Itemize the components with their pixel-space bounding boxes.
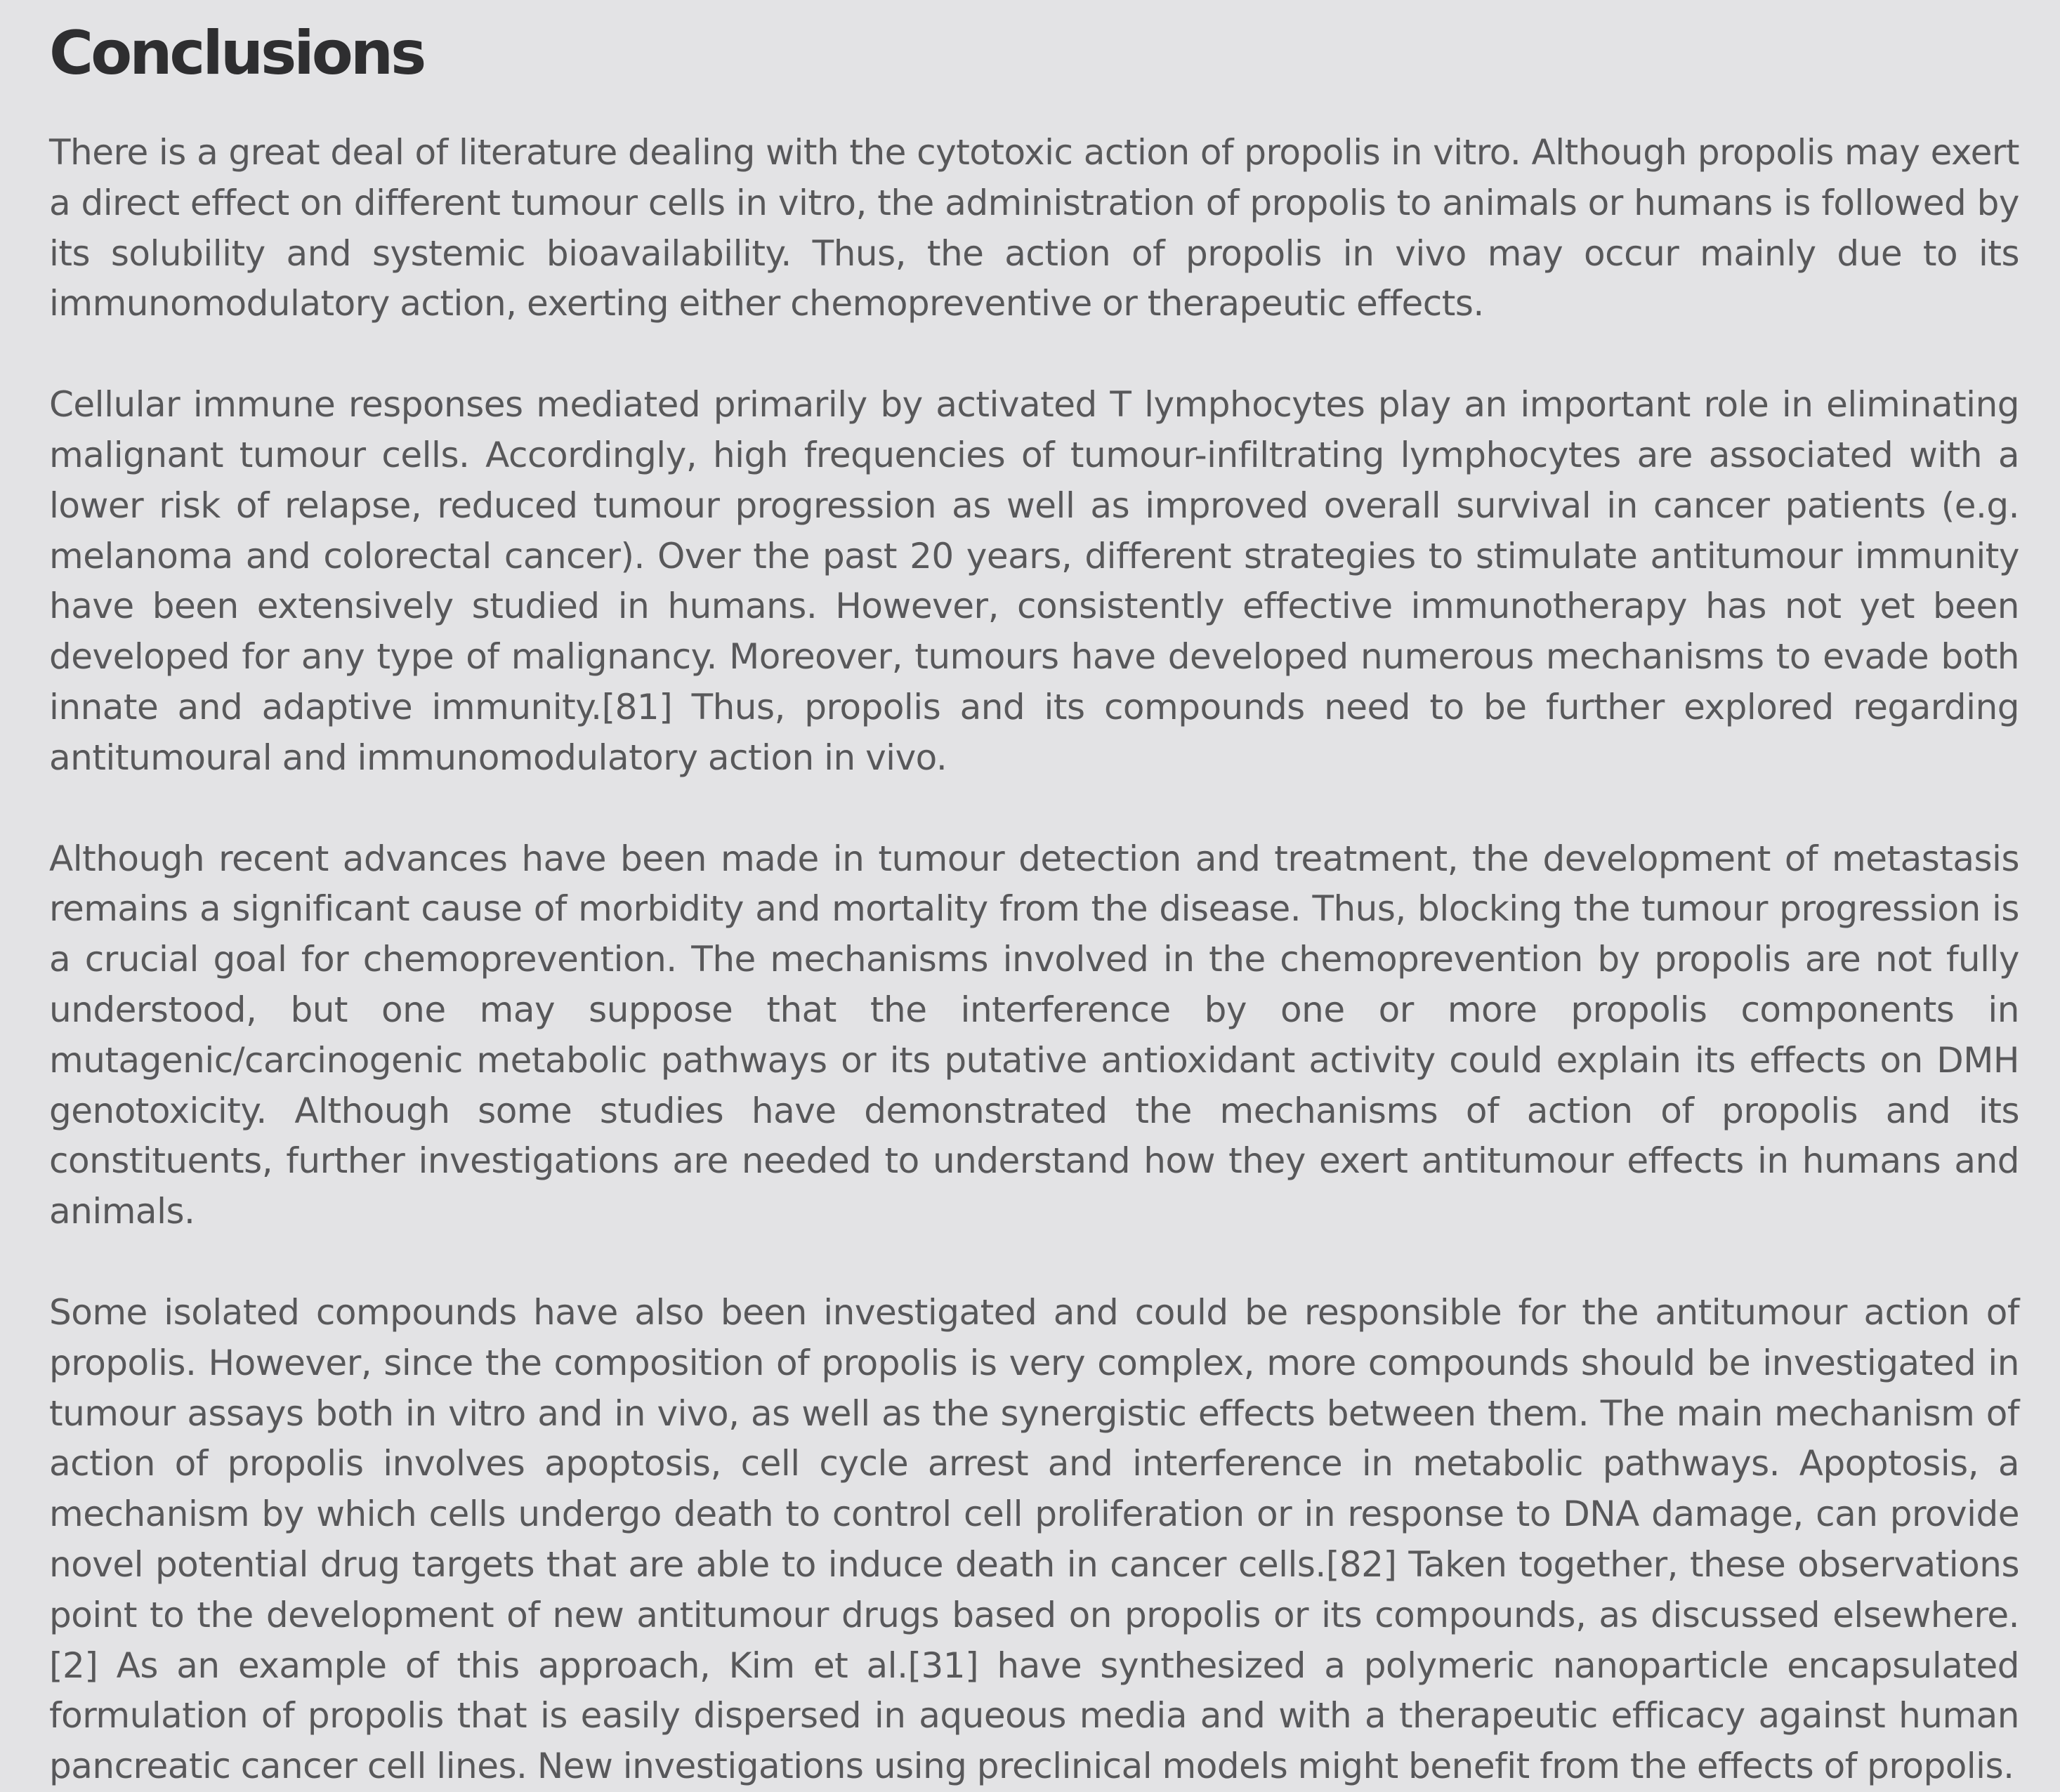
paragraph-2: Cellular immune responses mediated primarily by activated T lymphocytes play an important role in eliminating malignant tumour cells. Accordingly, high frequencies of tumour-infiltrating lymphocytes are associated with a lower risk of relapse, reduced tumour progression as well as improved overall survival in cancer patients (e.g. melanoma and colorectal cancer). Over the past 20 years, different strategies to stimulate antitumour immunity have been extensively studied in humans. However, consistently effective immunotherapy has not yet been developed for any type of malignancy. Moreover, tumours have developed numerous mechanisms to evade both innate and adaptive immunity.[81] Thus, propolis and its compounds need to be further explored regarding antitumoural and immunomodulatory action in vivo. bbox=[49, 384, 2019, 778]
paragraph-1: There is a great deal of literature dealing with the cytotoxic action of propolis in vitro. Although propolis may exert a direct effect on different tumour cells in vitro, the administration of propolis to animals or humans is followed by its solubility and systemic bioavailability. Thus, the action of propolis in vivo may occur mainly due to its immunomodulatory action, exerting either chemopreventive or therapeutic effects. bbox=[49, 132, 2019, 324]
document-page bbox=[49, 17, 2019, 1787]
section-heading: Conclusions bbox=[49, 18, 424, 88]
paragraph-3: Although recent advances have been made in tumour detection and treatment, the development of metastasis remains a significant cause of morbidity and mortality from the disease. Thus, blocking the tumour progression is a crucial goal for chemoprevention. The mechanisms involved in the chemoprevention by propolis are not fully understood, but one may suppose that the interference by one or more propolis components in mutagenic/carcinogenic metabolic pathways or its putative antioxidant activity could explain its effects on DMH genotoxicity. Although some studies have demonstrated the mechanisms of action of propolis and its constituents, further investigations are needed to understand how they exert antitumour effects in humans and animals. bbox=[49, 838, 2019, 1232]
paragraph-4: Some isolated compounds have also been investigated and could be responsible for the antitumour action of propolis. However, since the composition of propolis is very complex, more compounds should be investigated in tumour assays both in vitro and in vivo, as well as the synergistic effects between them. The main mechanism of action of propolis involves apoptosis, cell cycle arrest and interference in metabolic pathways. Apoptosis, a mechanism by which cells undergo death to control cell proliferation or in response to DNA damage, can provide novel potential drug targets that are able to induce death in cancer cells.[82] Taken together, these observations point to the development of new antitumour drugs based on propolis or its compounds, as discussed elsewhere.[2] As an example of this approach, Kim et al.[31] have synthesized a polymeric nanoparticle encapsulated formulation of propolis that is easily dispersed in aqueous media and with a therapeutic efficacy against human pancreatic cancer cell lines. New investigations using preclinical models might benefit from the effects of propolis. bbox=[49, 1291, 2019, 1787]
